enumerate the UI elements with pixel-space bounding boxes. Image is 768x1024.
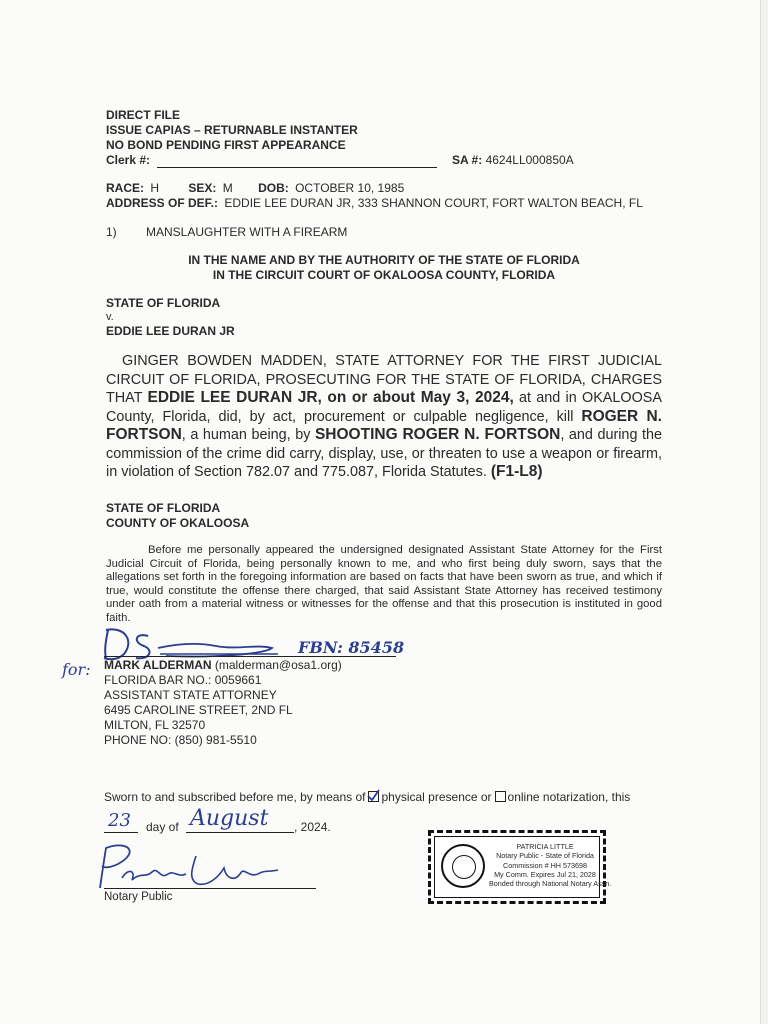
notary-signature — [88, 838, 288, 894]
jurat-county: COUNTY OF OKALOOSA — [106, 516, 250, 530]
clerk-number-row — [106, 153, 437, 168]
notary-stamp — [428, 830, 612, 904]
oath-paragraph: Before me personally appeared the undersigned designated Assistant State Attorney for the First Judicial Circuit of Florida, being personally known to me, and who first being duly sworn, says that the allegations set forth in the foregoing information are based on facts that have been sworn as true, and which if true, would constitute the offense there charged, that said Assistant State Attorney has received testimony under oath from a material witness or witnesses for the offense and that this prosecution is instituted in good faith. — [106, 544, 662, 624]
dob-label: DOB: — [258, 181, 289, 195]
information-text-1: GINGER BOWDEN MADDEN, STATE ATTORNEY FOR THE FIRST JUDICIAL CIRCUIT OF FLORIDA, PROSECUTING FOR THE STATE OF FLORIDA, CHARGES THAT — [106, 353, 662, 406]
dob-value: OCTOBER 10, 1985 — [295, 181, 405, 195]
stamp-line-3: Commission # HH 573698 — [503, 860, 587, 870]
defendant-demographics — [106, 181, 404, 195]
information-text-2: at and in OKALOOSA County, Florida, did, by act, procurement or culpable negligence, kill — [106, 390, 662, 425]
stamp-name: PATRICIA LITTLE — [516, 842, 574, 851]
sa-value: 4624LL000850A — [485, 153, 574, 167]
day-of-label: day of — [146, 820, 179, 834]
information-paragraph — [106, 352, 662, 482]
defendant-name-date: EDDIE LEE DURAN JR, on or about May 3, 2024, — [147, 389, 514, 406]
notary-stamp-text — [489, 842, 612, 889]
attorney-title: ASSISTANT STATE ATTORNEY — [104, 688, 277, 702]
physical-presence-checkbox — [368, 791, 379, 802]
charge-text: MANSLAUGHTER WITH A FIREARM — [146, 225, 348, 239]
day-handwritten: 23 — [108, 810, 131, 831]
year-label: , 2024. — [294, 820, 331, 834]
notary-seal-icon — [441, 844, 485, 888]
clerk-label: Clerk #: — [106, 153, 151, 167]
charge-item — [106, 225, 347, 239]
physical-presence-label: physical presence or — [381, 790, 492, 804]
sworn-statement — [104, 790, 630, 804]
signature-line — [104, 656, 396, 657]
sworn-text: Sworn to and subscribed before me, by means of — [104, 790, 366, 804]
sa-label: SA #: — [452, 153, 483, 167]
caption-versus: v. — [106, 311, 114, 323]
attorney-street: 6495 CAROLINE STREET, 2ND FL — [104, 703, 293, 717]
defendant-address — [106, 196, 643, 210]
month-line — [186, 832, 294, 833]
victim-name: ROGER N. FORTSON — [106, 407, 662, 443]
stamp-line-4: My Comm. Expires Jul 21, 2028 — [494, 869, 596, 879]
sa-number-row — [452, 153, 574, 167]
caption-plaintiff: STATE OF FLORIDA — [106, 296, 221, 310]
jurat-state: STATE OF FLORIDA — [106, 501, 221, 515]
notary-signature-line — [104, 888, 316, 889]
caption-defendant: EDDIE LEE DURAN JR — [106, 324, 235, 338]
month-handwritten: August — [190, 806, 269, 831]
online-notarization-checkbox — [495, 791, 506, 802]
attorney-email: (malderman@osa1.org) — [211, 658, 342, 672]
offense-level: (F1-L8) — [490, 463, 543, 480]
sex-label: SEX: — [188, 181, 217, 195]
stamp-line-5: Bonded through National Notary Assn. — [489, 879, 612, 889]
attorney-phone: PHONE NO: (850) 981-5510 — [104, 733, 257, 747]
authority-line-1: IN THE NAME AND BY THE AUTHORITY OF THE STATE OF FLORIDA — [188, 253, 580, 267]
day-line — [104, 832, 138, 833]
attorney-name-row — [104, 658, 342, 672]
clerk-number-blank — [157, 155, 437, 168]
notary-public-label: Notary Public — [104, 891, 173, 903]
authority-line-2: IN THE CIRCUIT COURT OF OKALOOSA COUNTY, FLORIDA — [212, 268, 556, 282]
attorney-city: MILTON, FL 32570 — [104, 718, 206, 732]
stamp-line-2: Notary Public - State of Florida — [496, 851, 594, 861]
attorney-name: MARK ALDERMAN — [104, 658, 212, 672]
issue-capias-label: ISSUE CAPIAS – RETURNABLE INSTANTER — [106, 123, 358, 137]
no-bond-label: NO BOND PENDING FIRST APPEARANCE — [106, 138, 346, 152]
charge-number: 1) — [106, 225, 117, 239]
race-value: H — [150, 181, 160, 195]
information-text-4: , and during the commission of the crime did carry, display, use, or threaten to use a weapon or firearm, in violation of Section 782.07 and 775.087, Florida Statutes. — [106, 427, 663, 480]
shooting-text: SHOOTING ROGER N. FORTSON — [314, 426, 561, 443]
for-handwritten: for: — [62, 660, 91, 679]
direct-file-label: DIRECT FILE — [106, 108, 180, 122]
information-text-3: , a human being, by — [181, 427, 315, 443]
sex-value: M — [222, 181, 233, 195]
race-label: RACE: — [106, 181, 144, 195]
address-label: ADDRESS OF DEF.: — [106, 196, 219, 210]
attorney-bar-number: FLORIDA BAR NO.: 0059661 — [104, 673, 262, 687]
address-value: EDDIE LEE DURAN JR, 333 SHANNON COURT, FORT WALTON BEACH, FL — [224, 196, 643, 210]
online-notarization-label: online notarization, this — [507, 790, 631, 804]
fbn-handwritten: FBN: 85458 — [298, 638, 405, 657]
